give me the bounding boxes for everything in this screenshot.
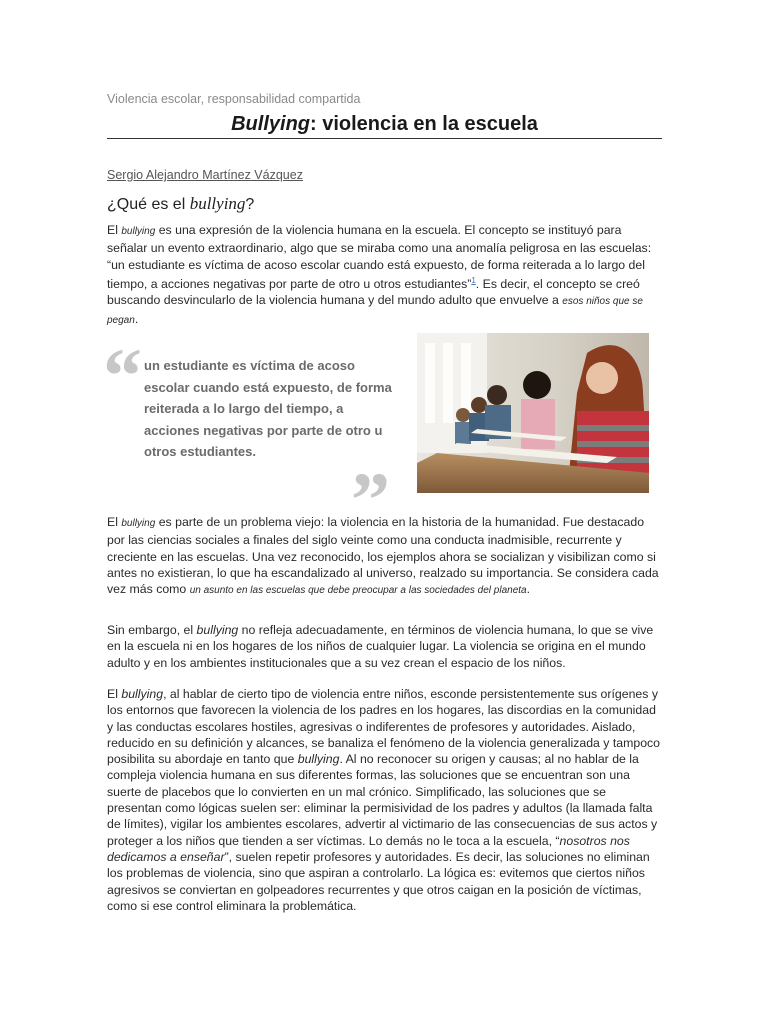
title-emphasis: Bullying [231, 113, 310, 135]
paragraph-3: Sin embargo, el bullying no refleja adecuadamente, en términos de violencia humana, lo que se vive en la escuela ni en los hogares de los niños de cualquier lugar. La violencia se origina en el mundo adulto y en los ambientes institucionales que a su vez crean el espacio de los niños. [107, 623, 654, 670]
pull-quote-text: un estudiante es víctima de acoso escolar cuando está expuesto, de forma reiterada a lo largo del tiempo, a acciones negativas por parte de otro u otros estudiantes. [144, 358, 392, 459]
classroom-photo-illustration [417, 333, 649, 493]
article-title [107, 113, 662, 136]
classroom-photo [417, 333, 649, 493]
pull-quote [103, 332, 407, 543]
section-kicker: Violencia escolar, responsabilidad compartida [107, 92, 361, 106]
heading-term: bullying [189, 194, 246, 213]
paragraph-4: El bullying, al hablar de cierto tipo de violencia entre niños, esconde persistentemente sus orígenes y los entornos que favorecen la violencia de los padres en los hogares, las discordias en la comunidad y las conductas escolares hostiles, agresivas o indiferentes de profesores y autoridades. Aislado, reducido en su definición y alcances, se banaliza el fenómeno de la violencia generalizada y tampoco posibilita su abordaje en tanto que bullying. Al no reconocer su origen y causas; al no hablar de la compleja violencia humana en sus diferentes formas, las soluciones que se encuentran son una suerte de placebos que lo convierten en un mal crónico. Simplificado, las soluciones que se presentan como lógicas suelen ser: eliminar la permisividad de los padres y adultos (la llamada falta de límites), vigilar los ambientes escolares, advertir al victimario de las consecuencias de sus actos y proteger a los niños que tienden a ser víctimas. Lo demás no le toca a la escuela, “nosotros nos dedicamos a enseñar”, suelen repetir profesores y autoridades. Es decir, las soluciones no eliminan los problemas de violencia, sino que aspiran a controlarlo. La lógica es: evitemos que ciertos niños agresivos se conviertan en golpeadores recurrentes y que otros caigan en la posición de víctimas, como si ese control eliminara la problemática. [107, 687, 661, 913]
paragraph-2: El bullying es parte de un problema viejo: la violencia en la historia de la humanidad. Fue destacado por las ciencias sociales a finales del siglo veinte como una conducta inadmisible, recurrente y creciente en las escuelas. Una vez reconocido, los ejemplos ahora se socializan y visibilizan como si antes no existieran, lo que ha escandalizado al universo, realzado su importancia. Se considera cada vez más como un asunto en las escuelas que debe preocupar a las sociedades del planeta. [107, 515, 659, 597]
footnote-link[interactable]: 1 [471, 275, 476, 285]
close-quote-mark: ” [351, 456, 390, 543]
section-heading: ¿Qué es el bullying? [107, 194, 255, 213]
paragraph-1: El bullying es una expresión de la violencia humana en la escuela. El concepto se instituyó para señalar un evento extraordinario, algo que se miraba como una anomalía peligrosa en las escuelas: “un estudiante es víctima de acoso escolar cuando está expuesto, de forma reiterada a lo largo del tiempo, a acciones negativas por parte de otro u otros estudiantes”$^1$. Es decir, el concepto se creó buscando desvincularlo de la violencia humana y del mundo adulto que envuelve a esos niños que se pegan. [107, 223, 652, 326]
open-quote-mark: “ [103, 332, 142, 419]
title-underline [107, 138, 662, 139]
title-rest: : violencia en la escuela [310, 113, 538, 135]
author-link[interactable]: Sergio Alejandro Martínez Vázquez [107, 168, 303, 182]
